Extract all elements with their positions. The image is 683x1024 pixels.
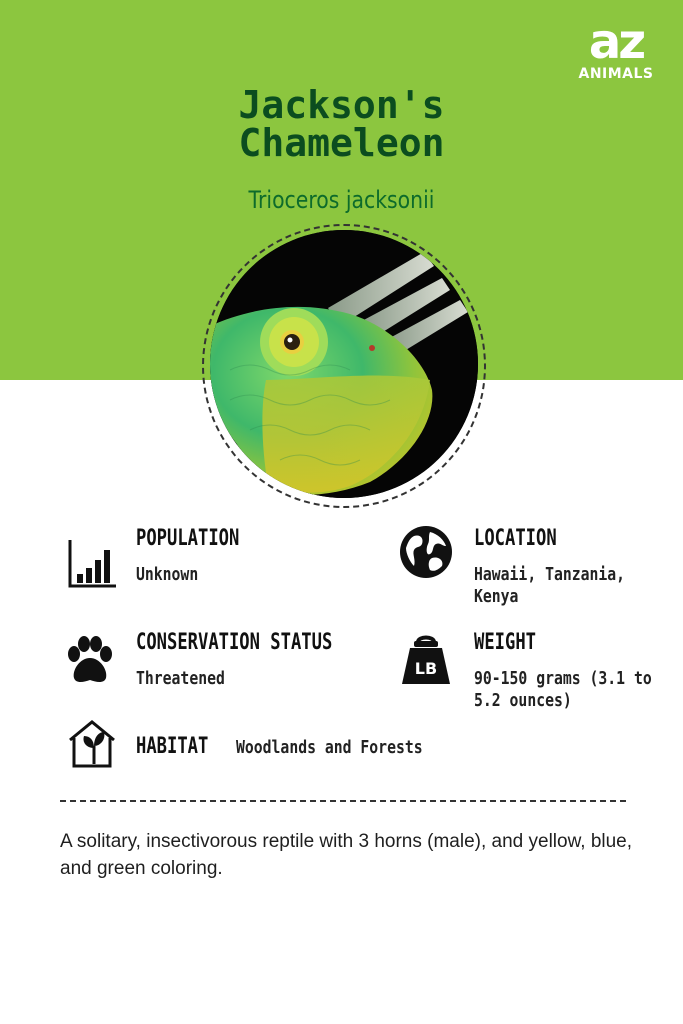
description: A solitary, insectivorous reptile with 3 horns (male), and yellow, blue, and green coloring. [60,831,633,879]
paw-icon [62,632,118,688]
section-divider [60,800,626,802]
weight-icon-text: LB [414,659,438,678]
population-value: Unknown [136,564,199,585]
title-line-1: Jackson's [238,83,445,127]
logo-word: ANIMALS [578,66,654,82]
location-label: LOCATION [474,526,557,551]
weight-icon [398,632,454,688]
title-line-2: Chameleon [238,121,445,165]
globe-icon [398,524,454,580]
chameleon-illustration [210,230,478,498]
location-value: Hawaii, Tanzania, Kenya [474,564,626,607]
population-label: POPULATION [136,526,240,551]
habitat-label: HABITAT [136,734,209,759]
scientific-name: Trioceros jacksonii [248,186,435,214]
conservation-status-label: CONSERVATION STATUS [136,630,333,655]
weight-value: 90-150 grams (3.1 to 5.2 ounces) [474,668,652,711]
weight-label: WEIGHT [474,630,536,655]
page-title [0,83,683,165]
house-plant-icon [64,716,120,772]
bar-chart-icon [64,536,120,592]
conservation-status-value: Threatened [136,668,225,689]
chameleon-photo [210,230,478,498]
logo-mark: az [588,14,644,70]
habitat-value: Woodlands and Forests [236,737,423,758]
az-animals-logo[interactable] [573,14,659,82]
